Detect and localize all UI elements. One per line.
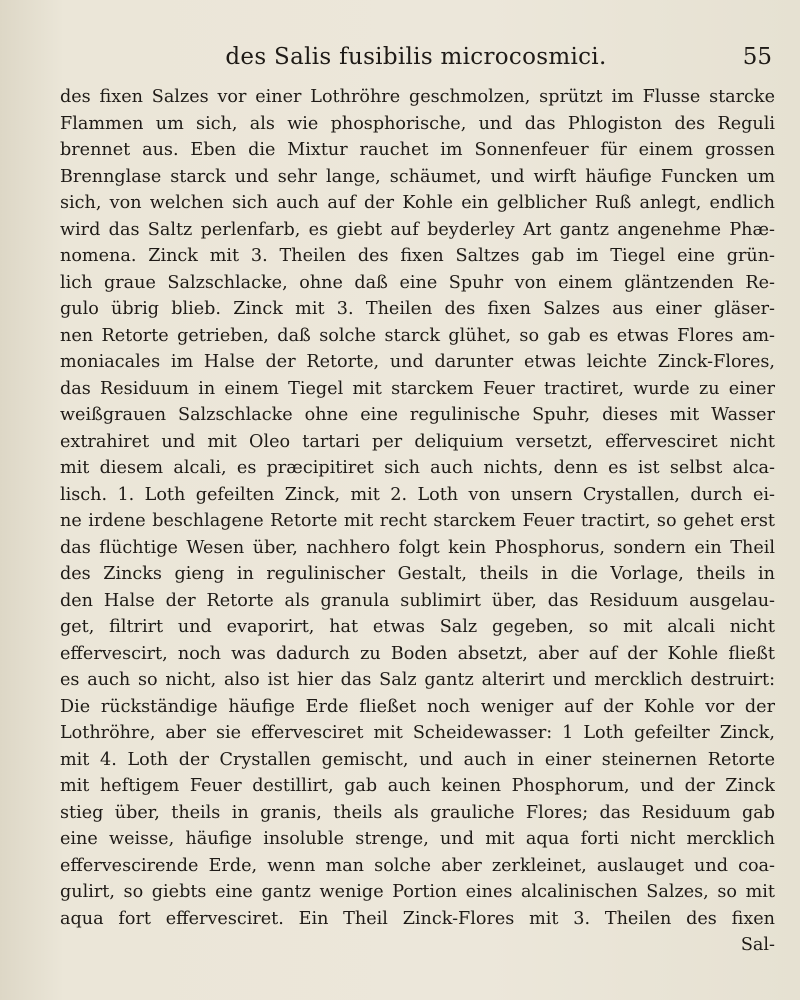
text-line: mit 4. Loth der Crystallen gemischt, und auch in einer steinernen Retorte xyxy=(60,749,775,770)
text-line: nomena. Zinck mit 3. Theilen des fixen Saltzes gab im Tiegel eine grün- xyxy=(60,246,775,266)
body-text xyxy=(60,84,775,959)
text-line: sich, von welchen sich auch auf der Kohle ein gelblicher Ruß anlegt, endlich xyxy=(60,193,775,213)
text-line: den Halse der Retorte als granula sublimirt über, das Residuum ausgelau- xyxy=(60,590,775,611)
text-line: effervescirt, noch was dadurch zu Boden absetzt, aber auf der Kohle fließt xyxy=(60,643,775,664)
text-line: Brennglase starck und sehr lange, schäumet, und wirft häufige Funcken um xyxy=(60,166,775,187)
text-line: Flammen um sich, als wie phosphorische, und das Phlogiston des Reguli xyxy=(60,113,775,134)
text-line: nen Retorte getrieben, daß solche starck glühet, so gab es etwas Flores am- xyxy=(60,325,775,346)
text-line: Die rückständige häufige Erde fließet noch weniger auf der Kohle vor der xyxy=(60,696,775,717)
running-title: des Salis fusibilis microcosmici. xyxy=(225,44,607,70)
text-line: das Residuum in einem Tiegel mit starckem Feuer tractiret, wurde zu einer xyxy=(60,378,775,399)
text-line: Lothröhre, aber sie effervesciret mit Scheidewasser: 1 Loth gefeilter Zinck, xyxy=(60,723,775,743)
text-line: wird das Saltz perlenfarb, es giebt auf beyderley Art gantz angenehme Phæ- xyxy=(60,219,775,240)
text-line: mit heftigem Feuer destillirt, gab auch keinen Phosphorum, und der Zinck xyxy=(60,776,775,796)
text-line: moniacales im Halse der Retorte, und darunter etwas leichte Zinck-Flores, xyxy=(60,352,775,372)
text-line: extrahiret und mit Oleo tartari per deliquium versetzt, effervesciret nicht xyxy=(60,431,775,452)
text-line: gulirt, so giebts eine gantz wenige Portion eines alcalinischen Salzes, so mit xyxy=(60,882,775,902)
page-header xyxy=(60,40,772,74)
text-line: des fixen Salzes vor einer Lothröhre geschmolzen, sprützt im Flusse starcke xyxy=(60,87,775,107)
text-line: lich graue Salzschlacke, ohne daß eine Spuhr von einem gläntzenden Re- xyxy=(60,272,775,293)
text-line: aqua fort effervesciret. Ein Theil Zinck-Flores mit 3. Theilen des fixen xyxy=(60,908,775,929)
text-line: effervescirende Erde, wenn man solche aber zerkleinet, auslauget und coa- xyxy=(60,855,775,876)
text-line: des Zincks gieng in regulinischer Gestalt, theils in die Vorlage, theils in xyxy=(60,564,775,584)
text-line: ne irdene beschlagene Retorte mit recht starckem Feuer tractirt, so gehet erst xyxy=(60,511,775,531)
text-line: Sal- xyxy=(740,935,775,955)
text-line: gulo übrig blieb. Zinck mit 3. Theilen des fixen Salzes aus einer gläser- xyxy=(60,299,775,319)
text-line: das flüchtige Wesen über, nachhero folgt kein Phosphorus, sondern ein Theil xyxy=(60,537,775,558)
text-line: weißgrauen Salzschlacke ohne eine regulinische Spuhr, dieses mit Wasser xyxy=(60,405,775,425)
text-line: es auch so nicht, also ist hier das Salz gantz alterirt und mercklich destruirt: xyxy=(60,670,775,690)
text-line: eine weisse, häufige insoluble strenge, und mit aqua forti nicht mercklich xyxy=(60,829,775,849)
text-line: get, filtrirt und evaporirt, hat etwas Salz gegeben, so mit alcali nicht xyxy=(60,617,775,637)
text-line: lisch. 1. Loth gefeilten Zinck, mit 2. Loth von unsern Crystallen, durch ei- xyxy=(60,484,775,505)
text-line: brennet aus. Eben die Mixtur rauchet im Sonnenfeuer für einem grossen xyxy=(60,140,775,160)
page-number: 55 xyxy=(742,44,772,70)
text-line: stieg über, theils in granis, theils als grauliche Flores; das Residuum gab xyxy=(60,802,775,823)
text-line: mit diesem alcali, es præcipitiret sich auch nichts, denn es ist selbst alca- xyxy=(60,458,775,478)
